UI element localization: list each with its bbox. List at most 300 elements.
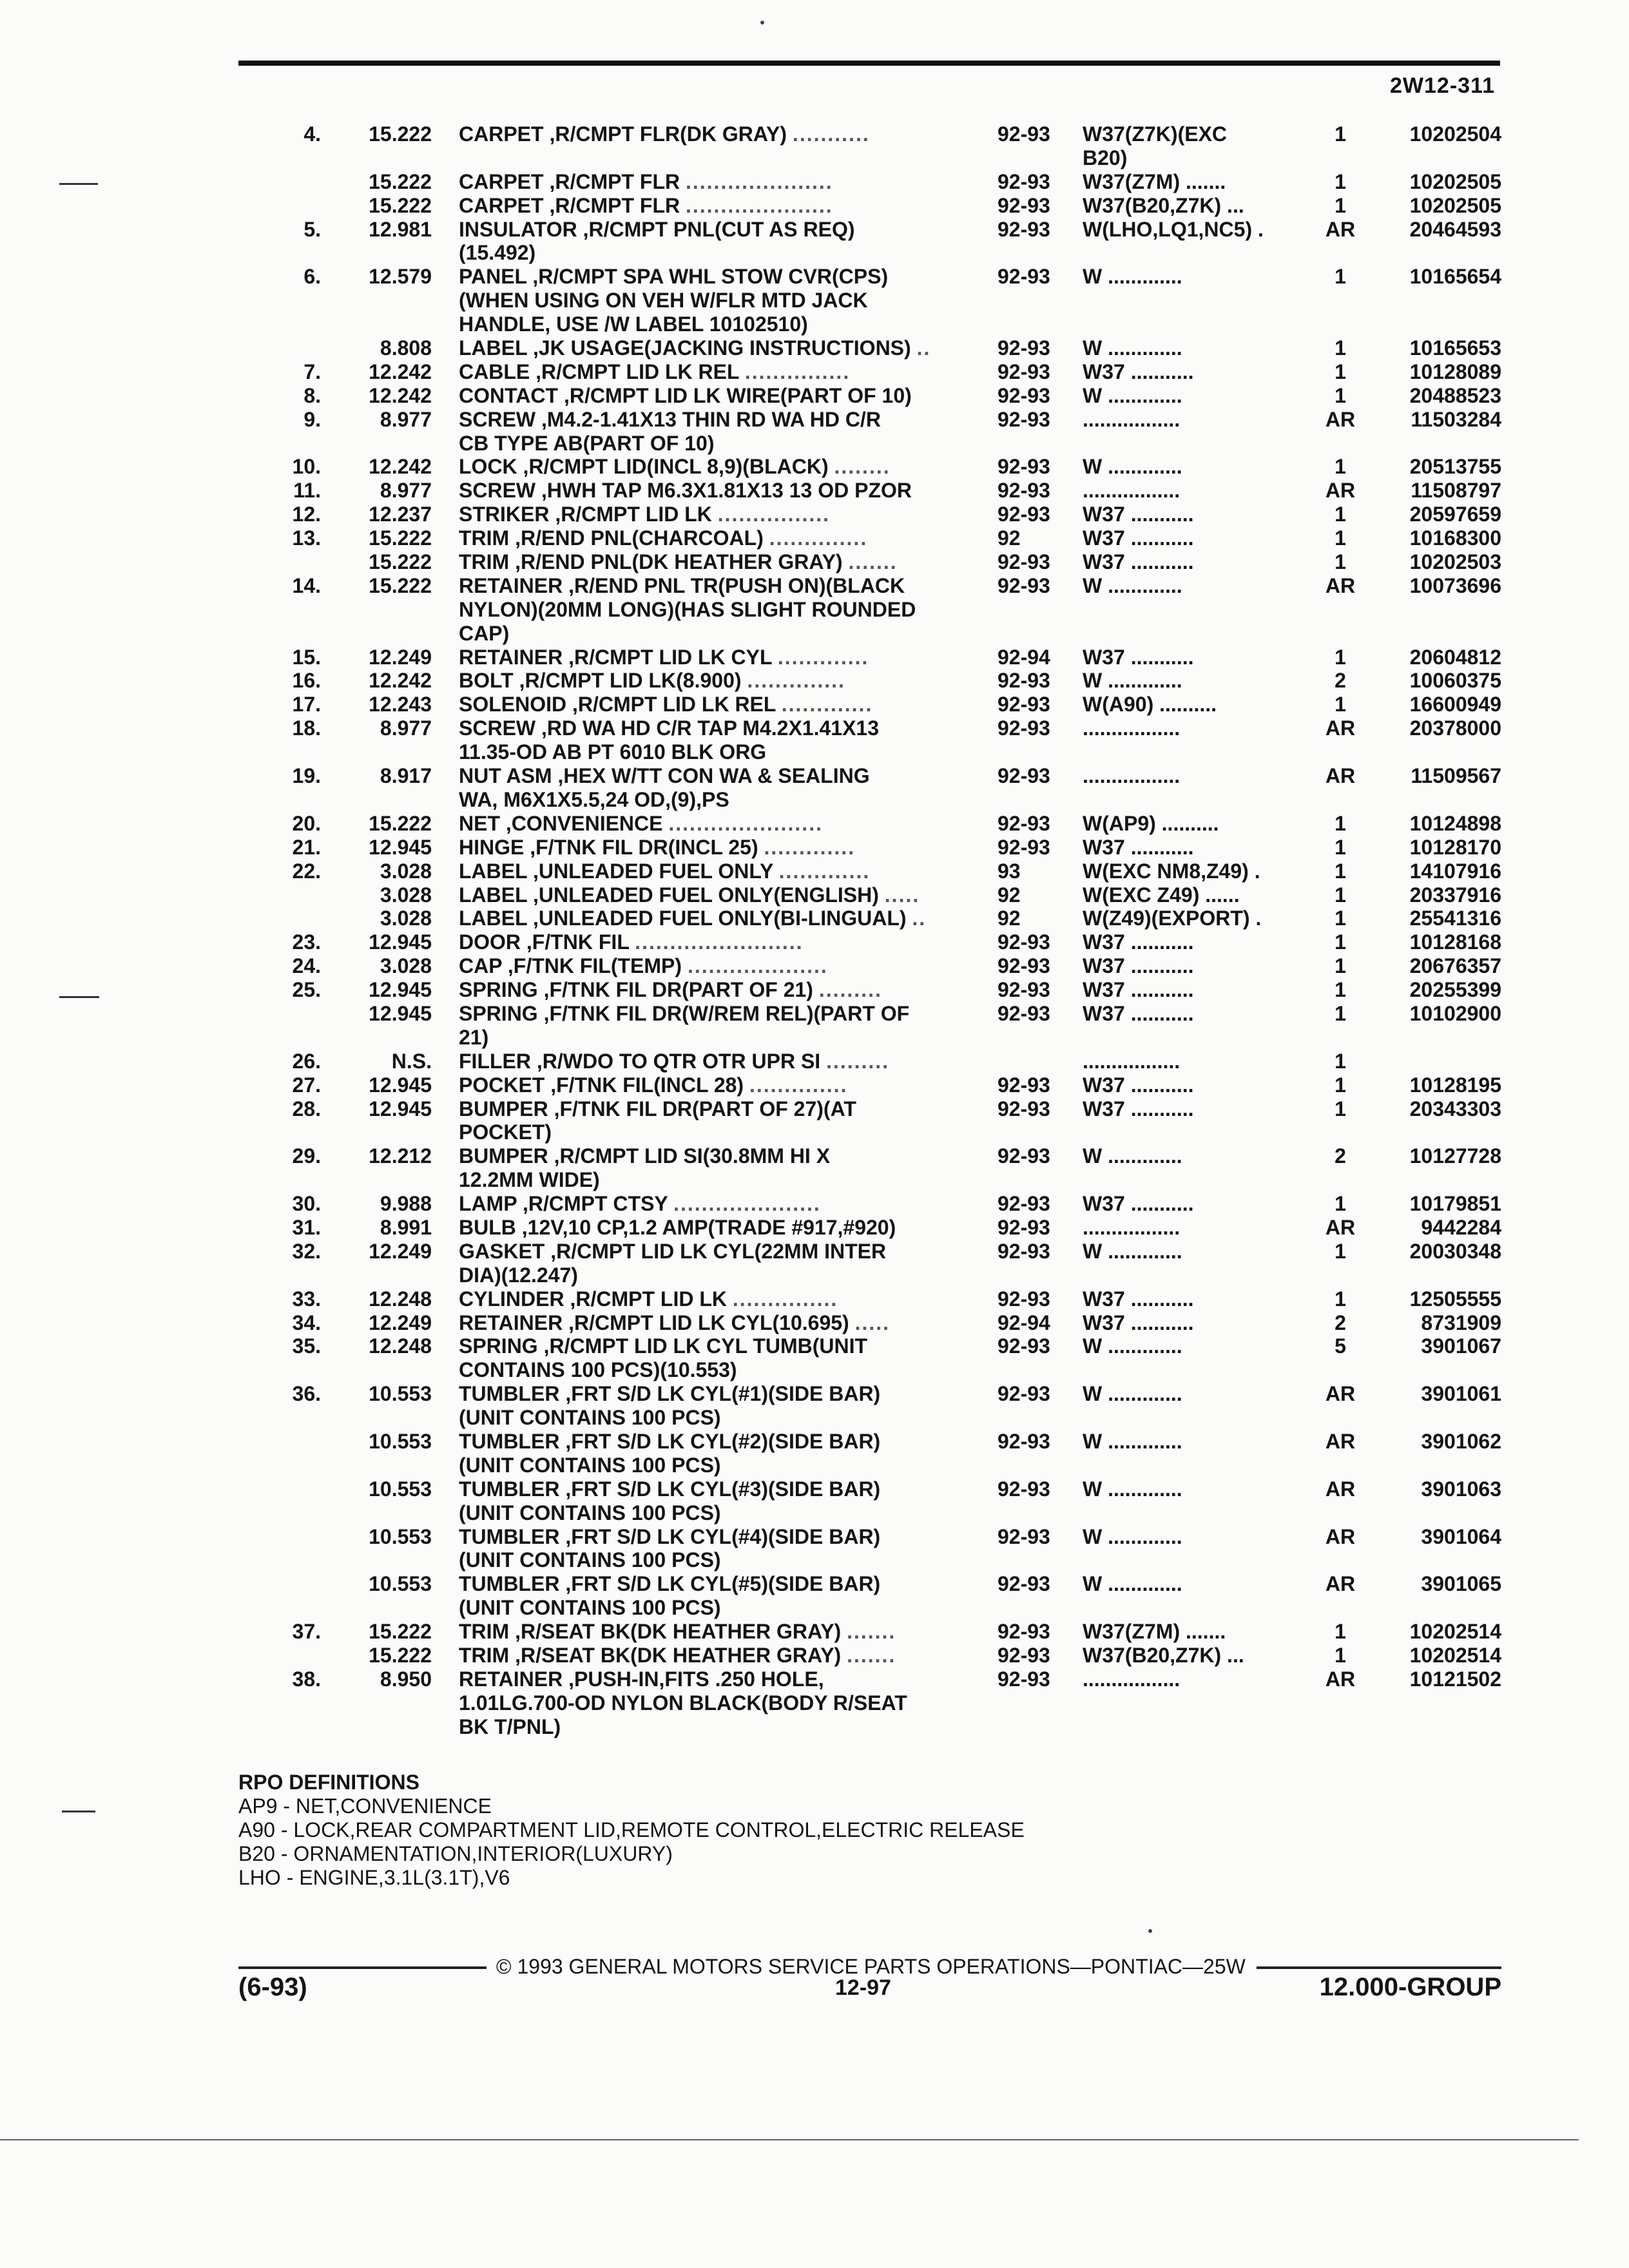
model-usage: W37 ........... [1083,550,1194,574]
group-number: 12.579 [369,265,432,289]
parts-row [251,1358,1501,1382]
leader-dots: ............. [764,835,856,859]
year-range: 92-93 [998,407,1050,431]
year-range: 92-93 [998,217,1050,241]
parts-row [251,289,1501,312]
part-description [459,1120,1239,1144]
ref-number: 4. [304,122,321,146]
model-usage: W37 ........... [1083,835,1194,859]
part-number: 10128170 [1409,835,1501,859]
model-usage: W(A90) .......... [1083,693,1217,716]
quantity: 2 [1335,1311,1346,1334]
description-text: GASKET ,R/CMPT LID LK CYL(22MM INTER [459,1239,887,1263]
parts-row [251,479,1501,503]
part-number: 11503284 [1411,407,1501,431]
model-usage: W37 ........... [1083,1001,1194,1025]
ref-number: 30. [292,1192,321,1216]
year-range: 92-93 [998,1144,1050,1168]
description-text: SPRING ,F/TNK FIL DR(W/REM REL)(PART OF [459,1001,910,1025]
rpo-item: AP9 - NET,CONVENIENCE [238,1794,492,1818]
parts-row [251,1430,1501,1454]
model-usage: W37(B20,Z7K) ... [1083,193,1244,217]
group-number: 15.222 [369,193,432,217]
quantity: 1 [1335,930,1346,954]
ref-number: 38. [292,1667,321,1691]
parts-row [251,241,1501,265]
leader-dots: ..................... [685,193,833,217]
year-range: 92-93 [998,693,1050,716]
model-usage: ................. [1083,479,1181,503]
part-number: 20030348 [1409,1239,1501,1263]
group-number: 3.028 [380,883,432,907]
ref-number: 35. [292,1334,321,1358]
footer-group: 12.000-GROUP [1319,1973,1501,2001]
group-number: 10.553 [369,1524,432,1548]
model-usage: W ............. [1083,1334,1182,1358]
parts-row [251,526,1501,550]
part-description [459,1454,1239,1477]
scan-mark [59,183,98,185]
description-text: CAP ,F/TNK FIL(TEMP) [459,954,682,978]
ref-number: 10. [292,455,321,479]
year-range: 92-93 [998,716,1050,740]
group-number: 15.222 [369,122,432,146]
part-number: 20378000 [1409,716,1501,740]
parts-row [251,384,1501,408]
part-number: 3901065 [1421,1572,1501,1596]
part-number: 10165654 [1409,265,1501,289]
description-text: (WHEN USING ON VEH W/FLR MTD JACK [459,289,868,312]
year-range: 92-93 [998,1239,1050,1263]
model-usage: W ............. [1083,669,1182,693]
parts-row [251,836,1501,860]
rpo-title: RPO DEFINITIONS [238,1771,419,1794]
part-description [459,1715,1239,1739]
group-number: 12.249 [369,1311,432,1334]
leader-dots: ..................... [673,1192,821,1216]
parts-row [251,455,1501,479]
part-number: 10128089 [1409,360,1501,383]
description-text: DOOR ,F/TNK FIL [459,930,630,954]
quantity: AR [1325,1429,1356,1453]
group-number: 15.222 [369,550,432,574]
part-description [459,1168,1239,1192]
parts-row [251,1501,1501,1525]
ref-number: 34. [292,1311,321,1334]
parts-row [251,1264,1501,1287]
description-text: CONTAINS 100 PCS)(10.553) [459,1358,737,1382]
year-range: 92-93 [998,1287,1050,1311]
leader-dots: .............. [769,526,868,550]
group-number: 8.917 [380,764,432,788]
model-usage: W ............. [1083,1524,1182,1548]
parts-row [251,1382,1501,1406]
ref-number: 27. [292,1073,321,1097]
parts-row [251,1311,1501,1335]
year-range: 92-93 [998,1667,1050,1691]
group-number: 12.945 [369,978,432,1002]
parts-row [251,1406,1501,1430]
part-description [459,432,1239,456]
description-text: TRIM ,R/SEAT BK(DK HEATHER GRAY) [459,1644,842,1667]
parts-row [251,740,1501,764]
parts-row [251,978,1501,1002]
group-number: 12.945 [369,1001,432,1025]
group-number: 3.028 [380,954,432,978]
group-number: 15.222 [369,526,432,550]
ref-number: 25. [292,978,321,1002]
quantity: AR [1325,1667,1356,1691]
model-usage: W37 ........... [1083,954,1194,978]
year-range: 92-93 [998,573,1050,597]
part-description [459,598,1239,622]
part-number: 10127728 [1409,1144,1501,1168]
parts-row [251,598,1501,622]
quantity: 2 [1335,669,1346,693]
parts-table [251,122,1501,1739]
description-text: FILLER ,R/WDO TO QTR OTR UPR SI [459,1049,821,1073]
parts-row [251,170,1501,194]
group-number: 15.222 [369,811,432,835]
description-text: LAMP ,R/CMPT CTSY [459,1192,668,1216]
leader-dots: ............. [778,859,871,883]
description-text: POCKET ,F/TNK FIL(INCL 28) [459,1073,744,1097]
description-text: RETAINER ,R/END PNL TR(PUSH ON)(BLACK [459,573,905,597]
model-usage: W37 ........... [1083,930,1194,954]
description-text: 1.01LG.700-OD NYLON BLACK(BODY R/SEAT [459,1691,907,1715]
leader-dots: .. [912,907,927,930]
parts-row [251,954,1501,978]
part-description [459,1406,1239,1430]
quantity: 1 [1335,1001,1346,1025]
parts-row [251,432,1501,456]
part-number: 10165653 [1409,336,1501,360]
model-usage: W(EXC NM8,Z49) . [1083,859,1260,883]
description-text: TRIM ,R/END PNL(CHARCOAL) [459,526,764,550]
description-text: LABEL ,UNLEADED FUEL ONLY(ENGLISH) [459,883,879,907]
year-range: 92 [998,526,1021,550]
group-number: 15.222 [369,169,432,193]
ref-number: 33. [292,1287,321,1311]
part-description [459,1501,1239,1525]
group-number: 12.242 [369,383,432,407]
model-usage: W ............. [1083,265,1182,289]
part-number: 3901063 [1421,1477,1501,1501]
year-range: 92-93 [998,336,1050,360]
leader-dots: ....... [848,550,898,574]
description-text: CB TYPE AB(PART OF 10) [459,431,715,455]
ref-number: 28. [292,1097,321,1120]
parts-row [251,622,1501,646]
scan-speck [760,21,764,24]
ref-number: 15. [292,645,321,669]
model-usage: W ............. [1083,1477,1182,1501]
leader-dots: ..................... [685,169,833,193]
part-description [459,788,1239,812]
part-description [459,289,1239,312]
parts-row [251,146,1501,170]
parts-row [251,1192,1501,1216]
group-number: 12.945 [369,835,432,859]
group-number: 12.212 [369,1144,432,1168]
part-number: 20604812 [1409,645,1501,669]
model-usage: W ............. [1083,1239,1182,1263]
quantity: 1 [1335,645,1346,669]
model-usage: W37(Z7M) ....... [1083,1620,1226,1644]
scan-edge-line [0,2139,1579,2140]
description-text: LABEL ,UNLEADED FUEL ONLY [459,859,773,883]
parts-row [251,1454,1501,1477]
description-text: TUMBLER ,FRT S/D LK CYL(#1)(SIDE BAR) [459,1382,881,1406]
ref-number: 11. [293,479,321,503]
ref-number: 24. [292,954,321,978]
year-range: 92-93 [998,122,1050,146]
year-range: 92-93 [998,764,1050,788]
parts-row [251,1240,1501,1264]
group-number: 12.249 [369,1239,432,1263]
model-usage: W37 ........... [1083,503,1194,526]
description-text: TUMBLER ,FRT S/D LK CYL(#3)(SIDE BAR) [459,1477,881,1501]
description-text: (UNIT CONTAINS 100 PCS) [459,1406,721,1430]
leader-dots: ....... [847,1620,896,1644]
group-number: 15.222 [369,1620,432,1644]
quantity: 1 [1335,978,1346,1002]
leader-dots: ....... [847,1644,896,1667]
model-usage: ................. [1083,764,1181,788]
group-number: 12.945 [369,930,432,954]
group-number: 8.977 [380,407,432,431]
year-range: 92-93 [998,1097,1050,1120]
parts-row [251,764,1501,788]
part-description [459,241,1239,265]
part-number: 20676357 [1409,954,1501,978]
part-number: 12505555 [1409,1287,1501,1311]
part-number: 10102900 [1409,1001,1501,1025]
parts-row [251,1572,1501,1596]
ref-number: 13. [292,526,321,550]
year-range: 92-93 [998,1572,1050,1596]
quantity: 1 [1335,1287,1346,1311]
quantity: 1 [1335,550,1346,574]
quantity: 1 [1335,693,1346,716]
parts-row [251,1144,1501,1168]
parts-row [251,1715,1501,1739]
year-range: 92-93 [998,978,1050,1002]
model-usage: W ............. [1083,573,1182,597]
part-number: 10124898 [1409,811,1501,835]
group-number: 12.243 [369,693,432,716]
parts-row [251,1216,1501,1240]
quantity: AR [1325,764,1356,788]
model-usage: B20) [1083,146,1128,169]
leader-dots: .............. [749,1073,848,1097]
part-description [459,312,1239,336]
description-text: TUMBLER ,FRT S/D LK CYL(#2)(SIDE BAR) [459,1429,881,1453]
ref-number: 18. [292,716,321,740]
part-number: 20464593 [1409,217,1501,241]
quantity: AR [1325,407,1356,431]
group-number: 12.248 [369,1334,432,1358]
group-number: 12.237 [369,503,432,526]
model-usage: W(LHO,LQ1,NC5) . [1083,217,1264,241]
description-text: LOCK ,R/CMPT LID(INCL 8,9)(BLACK) [459,455,829,479]
ref-number: 37. [292,1620,321,1644]
quantity: AR [1325,1382,1356,1406]
ref-number: 22. [292,859,321,883]
leader-dots: ................ [717,503,831,526]
description-text: STRIKER ,R/CMPT LID LK [459,503,712,526]
model-usage: W37(Z7M) ....... [1083,169,1226,193]
part-description [459,1358,1239,1382]
description-text: BULB ,12V,10 CP,1.2 AMP(TRADE #917,#920) [459,1215,896,1239]
part-number: 10128168 [1409,930,1501,954]
year-range: 92-93 [998,1073,1050,1097]
leader-dots: ...................... [668,811,823,835]
ref-number: 7. [304,360,321,383]
part-number: 10128195 [1409,1073,1501,1097]
leader-dots: ........................ [635,930,804,954]
year-range: 92-93 [998,193,1050,217]
description-text: PANEL ,R/CMPT SPA WHL STOW CVR(CPS) [459,265,889,289]
quantity: 1 [1335,1073,1346,1097]
group-number: 8.977 [380,716,432,740]
part-description [459,1264,1239,1287]
leader-dots: .. [916,336,931,360]
parts-row [251,550,1501,574]
parts-row [251,1667,1501,1691]
part-number: 10168300 [1409,526,1501,550]
year-range: 92-94 [998,1311,1050,1334]
quantity: AR [1325,1477,1356,1501]
model-usage: W37(B20,Z7K) ... [1083,1644,1244,1667]
leader-dots: ............. [777,645,869,669]
model-usage: W(Z49)(EXPORT) . [1083,907,1262,930]
year-range: 92-93 [998,455,1050,479]
leader-dots: ..... [854,1311,891,1334]
description-text: DIA)(12.247) [459,1263,578,1287]
ref-number: 23. [292,930,321,954]
year-range: 92-93 [998,169,1050,193]
ref-number: 12. [292,503,321,526]
description-text: TUMBLER ,FRT S/D LK CYL(#5)(SIDE BAR) [459,1572,881,1596]
group-number: 10.553 [369,1429,432,1453]
description-text: 21) [459,1025,489,1049]
model-usage: W ............. [1083,383,1182,407]
group-number: 10.553 [369,1382,432,1406]
description-text: 12.2MM WIDE) [459,1168,600,1192]
parts-row [251,360,1501,384]
ref-number: 9. [304,407,321,431]
part-description [459,622,1239,646]
quantity: 1 [1335,1620,1346,1644]
leader-dots: .............. [747,669,845,693]
year-range: 92-94 [998,645,1050,669]
leader-dots: ........ [834,455,891,479]
part-description [459,1026,1239,1050]
parts-row [251,265,1501,289]
description-text: TRIM ,R/END PNL(DK HEATHER GRAY) [459,550,843,574]
quantity: AR [1325,479,1356,503]
quantity: 1 [1335,336,1346,360]
parts-row [251,1026,1501,1050]
group-number: 8.808 [380,336,432,360]
ref-number: 29. [292,1144,321,1168]
description-text: SPRING ,F/TNK FIL DR(PART OF 21) [459,978,813,1002]
model-usage: W37 ........... [1083,1192,1194,1216]
parts-row [251,1334,1501,1358]
quantity: AR [1325,573,1356,597]
part-number: 11508797 [1411,479,1501,503]
quantity: 2 [1335,1144,1346,1168]
part-number: 20513755 [1409,455,1501,479]
description-text: 11.35-OD AB PT 6010 BLK ORG [459,740,767,764]
parts-row [251,312,1501,336]
parts-row [251,1644,1501,1667]
description-text: LABEL ,JK USAGE(JACKING INSTRUCTIONS) [459,336,911,360]
year-range: 92-93 [998,1001,1050,1025]
ref-number: 26. [292,1049,321,1073]
scan-mark [59,996,99,998]
parts-row [251,218,1501,242]
model-usage: W37 ........... [1083,645,1194,669]
model-usage: ................. [1083,1667,1181,1691]
parts-row [251,1620,1501,1644]
part-number: 8731909 [1421,1311,1501,1334]
quantity: 1 [1335,193,1346,217]
group-number: 15.222 [369,573,432,597]
description-text: TUMBLER ,FRT S/D LK CYL(#4)(SIDE BAR) [459,1524,881,1548]
part-number: 20255399 [1409,978,1501,1002]
parts-row [251,1120,1501,1144]
description-text: BUMPER ,F/TNK FIL DR(PART OF 27)(AT [459,1097,856,1120]
year-range: 92-93 [998,930,1050,954]
description-text: NET ,CONVENIENCE [459,811,663,835]
parts-row [251,1525,1501,1549]
description-text: CONTACT ,R/CMPT LID LK WIRE(PART OF 10) [459,383,912,407]
part-number: 10121502 [1409,1667,1501,1691]
rpo-item: A90 - LOCK,REAR COMPARTMENT LID,REMOTE CONTROL,ELECTRIC RELEASE [238,1818,1025,1841]
ref-number: 5. [304,217,321,241]
description-text: LABEL ,UNLEADED FUEL ONLY(BI-LINGUAL) [459,907,907,930]
parts-row [251,574,1501,598]
leader-dots: .................... [687,954,828,978]
year-range: 92-93 [998,1477,1050,1501]
quantity: 1 [1335,811,1346,835]
quantity: 1 [1335,455,1346,479]
top-rule [238,61,1500,66]
model-usage: W37(Z7K)(EXC [1083,122,1228,146]
quantity: 1 [1335,360,1346,383]
part-number: 10179851 [1409,1192,1501,1216]
part-number: 16600949 [1409,693,1501,716]
description-text: CAP) [459,621,510,645]
part-number: 3901061 [1421,1382,1501,1406]
description-text: RETAINER ,R/CMPT LID LK CYL(10.695) [459,1311,849,1334]
ref-number: 31. [292,1215,321,1239]
ref-number: 32. [292,1239,321,1263]
parts-row [251,930,1501,954]
year-range: 92-93 [998,1334,1050,1358]
part-number: 20343303 [1409,1097,1501,1120]
group-number: 8.977 [380,479,432,503]
model-usage: W37 ........... [1083,1073,1194,1097]
quantity: 1 [1335,1644,1346,1667]
part-number: 20597659 [1409,503,1501,526]
year-range: 92-93 [998,550,1050,574]
description-text: BK T/PNL) [459,1715,561,1738]
ref-number: 17. [292,693,321,716]
description-text: NUT ASM ,HEX W/TT CON WA & SEALING [459,764,870,788]
